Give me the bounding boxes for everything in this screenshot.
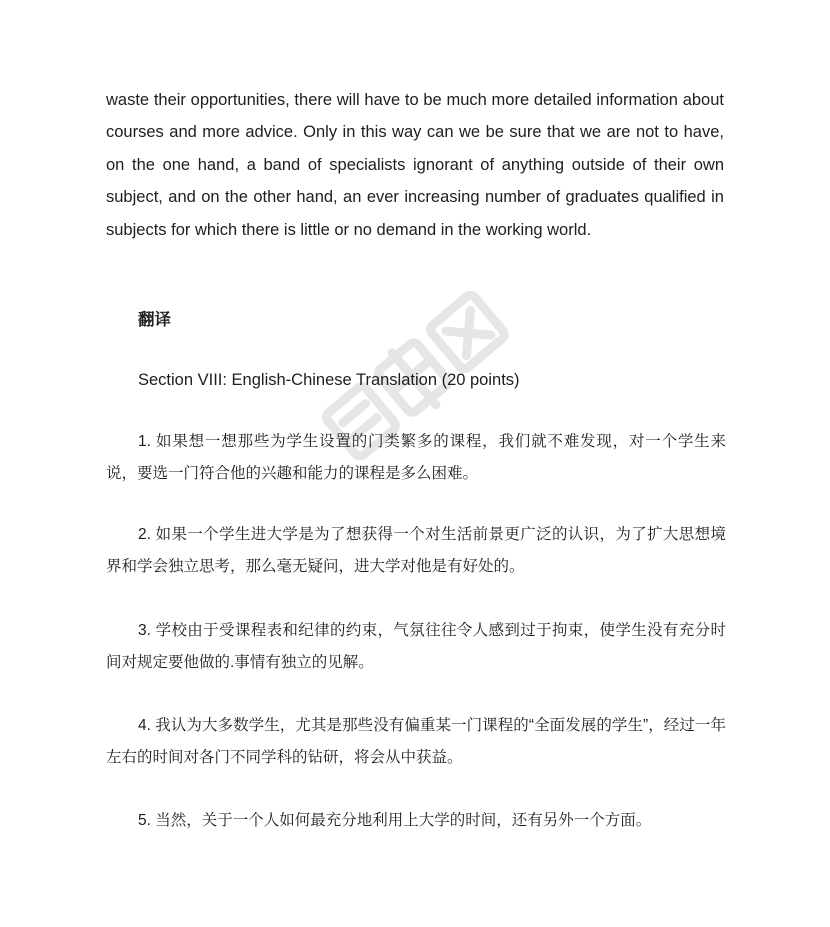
translation-item-5: 5. 当然，关于一个人如何最充分地利用上大学的时间，还有另外一个方面。	[138, 812, 652, 829]
translation-item-4: 4. 我认为大多数学生，尤其是那些没有偏重某一门课程的“全面发展的学生”，经过一年左右的时间对各门不同学科的钻研，将会从中获益。	[106, 717, 726, 766]
translation-item-1: 1. 如果想一想那些为学生设置的门类繁多的课程，我们就不难发现，对一个学生来说，要选一门符合他的兴趣和能力的课程是多么困难。	[106, 433, 726, 482]
translation-item-2: 2. 如果一个学生进大学是为了想获得一个对生活前景更广泛的认识，为了扩大思想境界和学会独立思考，那么毫无疑问，进大学对他是有好处的。	[106, 526, 726, 575]
translation-heading: 翻译	[138, 311, 171, 329]
section-title: Section VIII: English-Chinese Translation (20 points)	[138, 371, 520, 389]
translation-item-3: 3. 学校由于受课程表和纪律的约束，气氛往往令人感到过于拘束，使学生没有充分时间对规定要他做的.事情有独立的见解。	[106, 622, 726, 671]
continuation-paragraph: waste their opportunities, there will have to be much more detailed information about courses and more advice. Only in this way can we be sure that we are not to have, on the one hand, a band of specialists ignorant of anything outside of their own subject, and on the other hand, an ever increasing number of graduates qualified in subjects for which there is little or no demand in the working world.	[106, 91, 724, 239]
